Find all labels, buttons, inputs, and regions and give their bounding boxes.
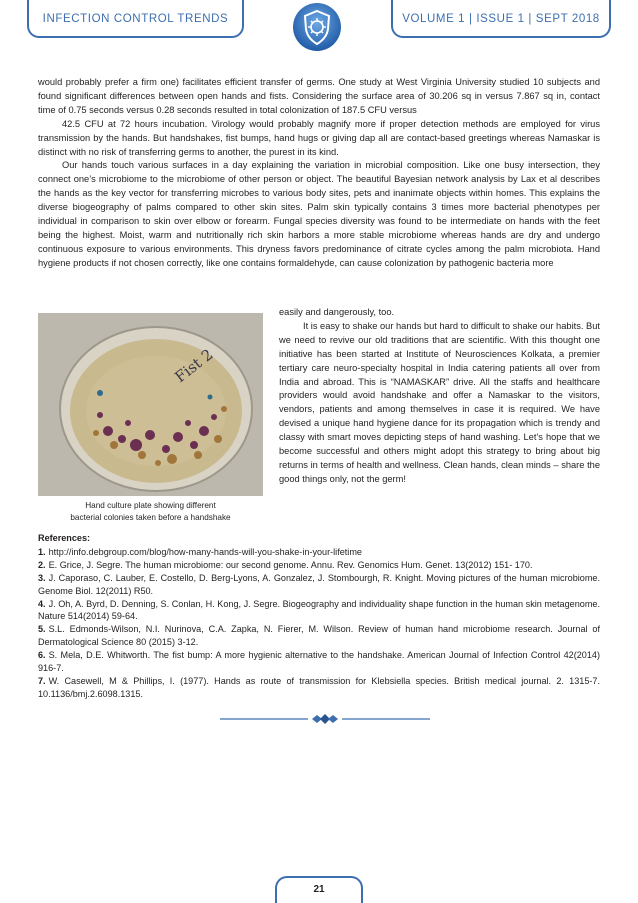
petri-dish-image — [38, 313, 263, 496]
shield-logo-icon — [292, 2, 342, 52]
paragraph-3-end: easily and dangerously, too. — [279, 307, 395, 317]
plate-marking: Fist 2 — [171, 345, 217, 387]
reference-item: 4. J. Oh, A. Byrd, D. Denning, S. Conlan, H. Kong, J. Segre. Biogeography and individuality shape function in the human skin metagenome. Nature 514(2014) 59-64. — [38, 598, 600, 622]
page-number: 21 — [275, 876, 363, 903]
article-body — [38, 76, 600, 271]
diamond-ornament-icon — [220, 712, 430, 726]
issue-info: VOLUME 1 | ISSUE 1 | SEPT 2018 — [391, 0, 611, 38]
figure-caption: Hand culture plate showing different bacterial colonies taken before a handshake — [70, 501, 231, 522]
reference-item: 3. J. Caporaso, C. Lauber, E. Costello, D. Berg-Lyons, A. Gonzalez, J. Stombourgh, R. Knight. Moving pictures of the human microbiome. Genome Biol. 12(2011) R50. — [38, 572, 600, 596]
reference-item: 2. E. Grice, J. Segre. The human microbiome: our second genome. Annu. Rev. Genomics Hum. Genet. 13(2012) 151- 170. — [38, 559, 533, 570]
reference-item: 7. W. Casewell, M & Phillips, I. (1977). Hands as route of transmission for Klebsiella species. British medical journal. 2. 1315-7. 10.1136/bmj.2.6098.1315. — [38, 675, 600, 699]
reference-item: 6. S. Mela, D.E. Whitworth. The fist bump: A more hygienic alternative to the handshake. American Journal of Infection Control 42(2014) 916-7. — [38, 650, 600, 674]
paragraph-4: It is easy to shake our hands but hard to difficult to shake our habits. But we need to revive our old traditions that are scientific. With this thought one initiative has been started at Institute of Neurosciences Kolkata, a premier tertiary care neuro-specialty hospital in India catering patients all over from India and abroad. This is “NAMASKAR” drive. All the staffs and healthcare providers would avoid handshake and offer a Namaskar to the visitors, vendors, patients and among themselves in case it is required. We have devised a unique hand hygiene dance for its propagation which is trendy and classy with smart moves depicting steps of hand washing. Let’s hope that we become successful and others might adopt this strategy to bring about big returns in terms of health and wellness. Clean hands, clean minds – share the good things only, not the germ! — [279, 320, 600, 484]
culture-plate-photo — [38, 313, 263, 496]
journal-name: INFECTION CONTROL TRENDS — [27, 0, 244, 38]
paragraph-1: would probably prefer a firm one) facilitates efficient transfer of germs. One study at West Virginia University studied 10 subjects and found significant differences between open hands and fists. Considering the surface area of 30.206 sq in versus 7.867 sq in, contact time of 0.75 seconds versus 0.28 seconds resulted in total colonization of 187.5 CFU versus — [38, 77, 600, 115]
paragraph-2: 42.5 CFU at 72 hours incubation. Virology would probably magnify more if proper detection methods are employed for virus transmission by the hands. But handshakes, fist bumps, hand hugs or giving dap all are contact-based greetings whereas Namaskar is distinct with no risk of transferring germs to another, the purest in its kind. — [38, 118, 600, 157]
reference-item: 5. S.L. Edmonds-Wilson, N.I. Nurinova, C.A. Zapka, N. Fierer, M. Wilson. Review of human hand microbiome research. Journal of Dermatological Science 80 (2015) 3-12. — [38, 624, 600, 648]
reference-item: 1. http://info.debgroup.com/blog/how-many-hands-will-you-shake-in-your-lifetime — [38, 546, 362, 557]
references-section — [38, 532, 600, 701]
right-column — [279, 306, 600, 487]
references-title: References: — [38, 533, 91, 543]
reference-link[interactable]: http://info.debgroup.com/blog/how-many-hands-will-you-shake-in-your-lifetime — [48, 546, 362, 557]
paragraph-3: Our hands touch various surfaces in a day explaining the variation in microbial composition. Like one busy intersection, they connect one’s microbiome to the microbiome of other person or object. The beautiful Bayesian network analysis by Lax et al describes the hands as the key vector for transferring microbes to various body sites, pets and inanimate objects within homes. This explains the diverse biogeography of palms compared to other skin sites. Palm skin typically contains 3 times more bacterial phenotypes per individual in comparison to skin over elbow or forearm. Fungal species diversity was found to be intermediate on hands with the feet being the highest. Moist, warm and nutritionally rich skin harbors a more stable microbiome whereas hands are dry and undergo continuous exposure to various environments. This dryness favors predominance of citrate cycles among the palm microbiota. Hand hygiene products if not chosen correctly, like one contains formaldehyde, can cause colonization by pathogenic bacteria more — [38, 160, 600, 268]
